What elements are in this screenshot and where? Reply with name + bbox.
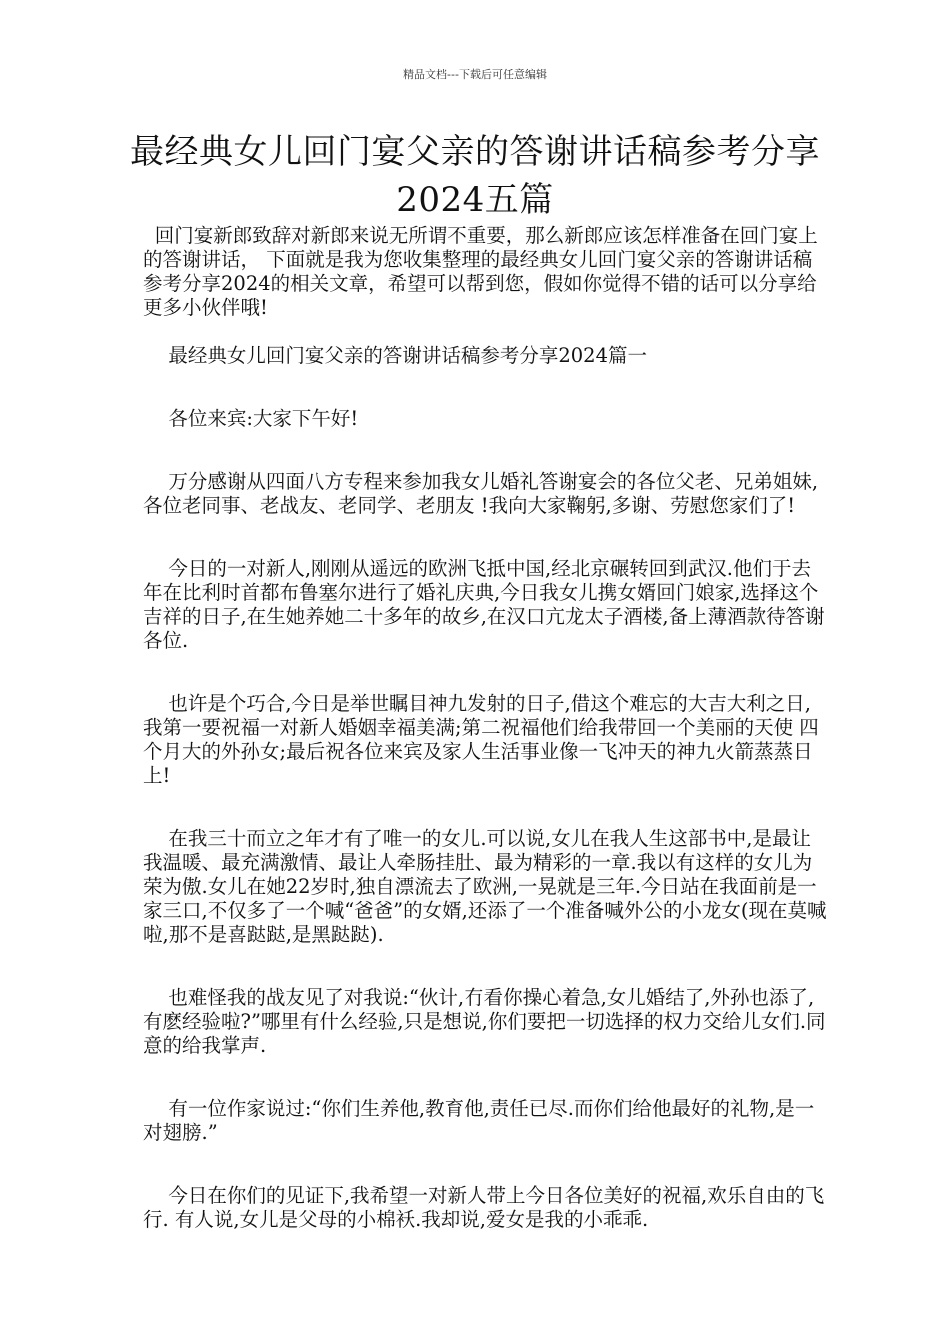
body-paragraph: 今日的一对新人,刚刚从遥远的欧洲飞抵中国,经北京碾转回到武汉.他们于去年在比利时首都布鲁塞尔进行了婚礼庆典,今日我女儿携女婿回门娘家,选择这个吉祥的日子,在生她养她二十多年的故乡,在汉口亢龙太子酒楼,备上薄酒款待答谢各位. [143, 557, 825, 652]
greeting-paragraph: 各位来宾:大家下午好! [168, 407, 359, 430]
body-paragraph: 今日在你们的见证下,我希望一对新人带上今日各位美好的祝福,欢乐自由的飞行. 有人说,女儿是父母的小棉袄.我却说,爱女是我的小乖乖. [143, 1184, 825, 1231]
document-title: 最经典女儿回门宴父亲的答谢讲话稿参考分享2024五篇 [130, 132, 820, 220]
section-heading: 最经典女儿回门宴父亲的答谢讲话稿参考分享2024篇一 [168, 344, 647, 367]
document-body [143, 224, 828, 1271]
intro-paragraph: 回门宴新郎致辞对新郎来说无所谓不重要，那么新郎应该怎样准备在回门宴上的答谢讲话， 下面就是我为您收集整理的最经典女儿回门宴父亲的答谢讲话稿参考分享2024的相关文章，希望可以帮到您，假如你觉得不错的话可以分享给更多小伙伴哦! [143, 224, 818, 319]
page-header-note: 精品文档---下载后可任意编辑 [403, 68, 547, 81]
body-paragraph: 也难怪我的战友见了对我说:“伙计,冇看你操心着急,女儿婚结了,外孙也添了,有麽经验啦?”哪里有什么经验,只是想说,你们要把一切选择的权力交给儿女们.同意的给我掌声. [143, 986, 826, 1057]
body-paragraph: 有一位作家说过:“你们生养他,教育他,责任已尽.而你们给他最好的礼物,是一对翅膀.” [143, 1097, 815, 1144]
body-paragraph: 在我三十而立之年才有了唯一的女儿.可以说,女儿在我人生这部书中,是最让我温暖、最充满激情、最让人牵肠挂肚、最为精彩的一章.我以有这样的女儿为荣为傲.女儿在她22岁时,独自漂流去了欧洲,一晃就是三年.今日站在我面前是一家三口,不仅多了一个喊“爸爸”的女婿,还添了一个准备喊外公的小龙女(现在莫喊啦,那不是喜跶跶,是黑跶跶). [143, 827, 827, 946]
body-paragraph: 万分感谢从四面八方专程来参加我女儿婚礼答谢宴会的各位父老、兄弟姐妹,各位老同事、老战友、老同学、老朋友 !我向大家鞠躬,多谢、劳慰您家们了! [143, 470, 819, 517]
body-paragraph: 也许是个巧合,今日是举世瞩目神九发射的日子,借这个难忘的大吉大利之日,我第一要祝福一对新人婚姻幸福美满;第二祝福他们给我带回一个美丽的天使 四个月大的外孙女;最后祝各位来宾及家人生活事业像一飞冲天的神九火箭蒸蒸日上! [143, 692, 819, 787]
